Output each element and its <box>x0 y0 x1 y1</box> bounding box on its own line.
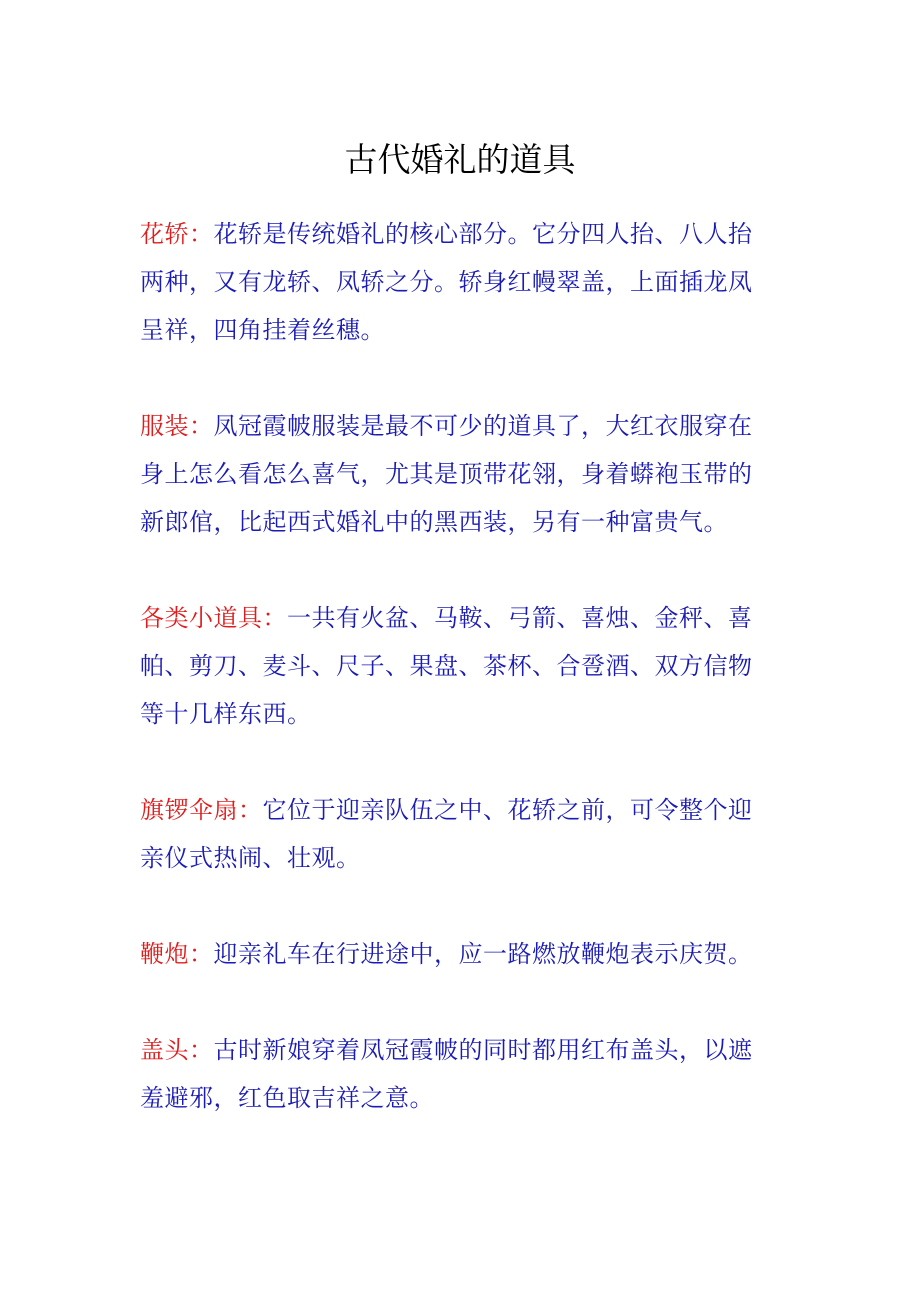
entry-desc: 迎亲礼车在行进途中，应一路燃放鞭炮表示庆贺。 <box>213 940 753 968</box>
entries-list <box>140 210 765 1170</box>
entry-term: 各类小道具： <box>140 604 287 632</box>
entry-bianpao <box>140 930 765 978</box>
entry-term: 旗锣伞扇： <box>140 796 263 824</box>
entry-desc: 凤冠霞帔服装是最不可少的道具了，大红衣服穿在身上怎么看怎么喜气，尤其是顶带花翎，身着蟒袍玉带的新郎倌，比起西式婚礼中的黑西装，另有一种富贵气。 <box>140 412 753 536</box>
page-title: 古代婚礼的道具 <box>344 140 576 179</box>
entry-term: 盖头： <box>140 1036 214 1064</box>
entry-desc: 它位于迎亲队伍之中、花轿之前，可令整个迎亲仪式热闹、壮观。 <box>140 796 753 872</box>
entry-term: 服装： <box>140 412 214 440</box>
entry-desc: 一共有火盆、马鞍、弓箭、喜烛、金秤、喜帕、剪刀、麦斗、尺子、果盘、茶杯、合卺酒、双方信物等十几样东西。 <box>140 604 753 728</box>
entry-qiluosanshan <box>140 786 765 882</box>
entry-fuzhuang <box>140 402 765 546</box>
entry-xiaodaoju <box>140 594 765 738</box>
entry-desc: 古时新娘穿着凤冠霞帔的同时都用红布盖头，以遮羞避邪，红色取吉祥之意。 <box>140 1036 753 1112</box>
entry-desc: 花轿是传统婚礼的核心部分。它分四人抬、八人抬两种，又有龙轿、凤轿之分。轿身红幔翠盖，上面插龙凤呈祥，四角挂着丝穗。 <box>140 220 753 344</box>
entry-term: 鞭炮： <box>140 940 214 968</box>
entry-gaitou <box>140 1026 765 1122</box>
entry-huajiao <box>140 210 765 354</box>
entry-term: 花轿： <box>140 220 214 248</box>
